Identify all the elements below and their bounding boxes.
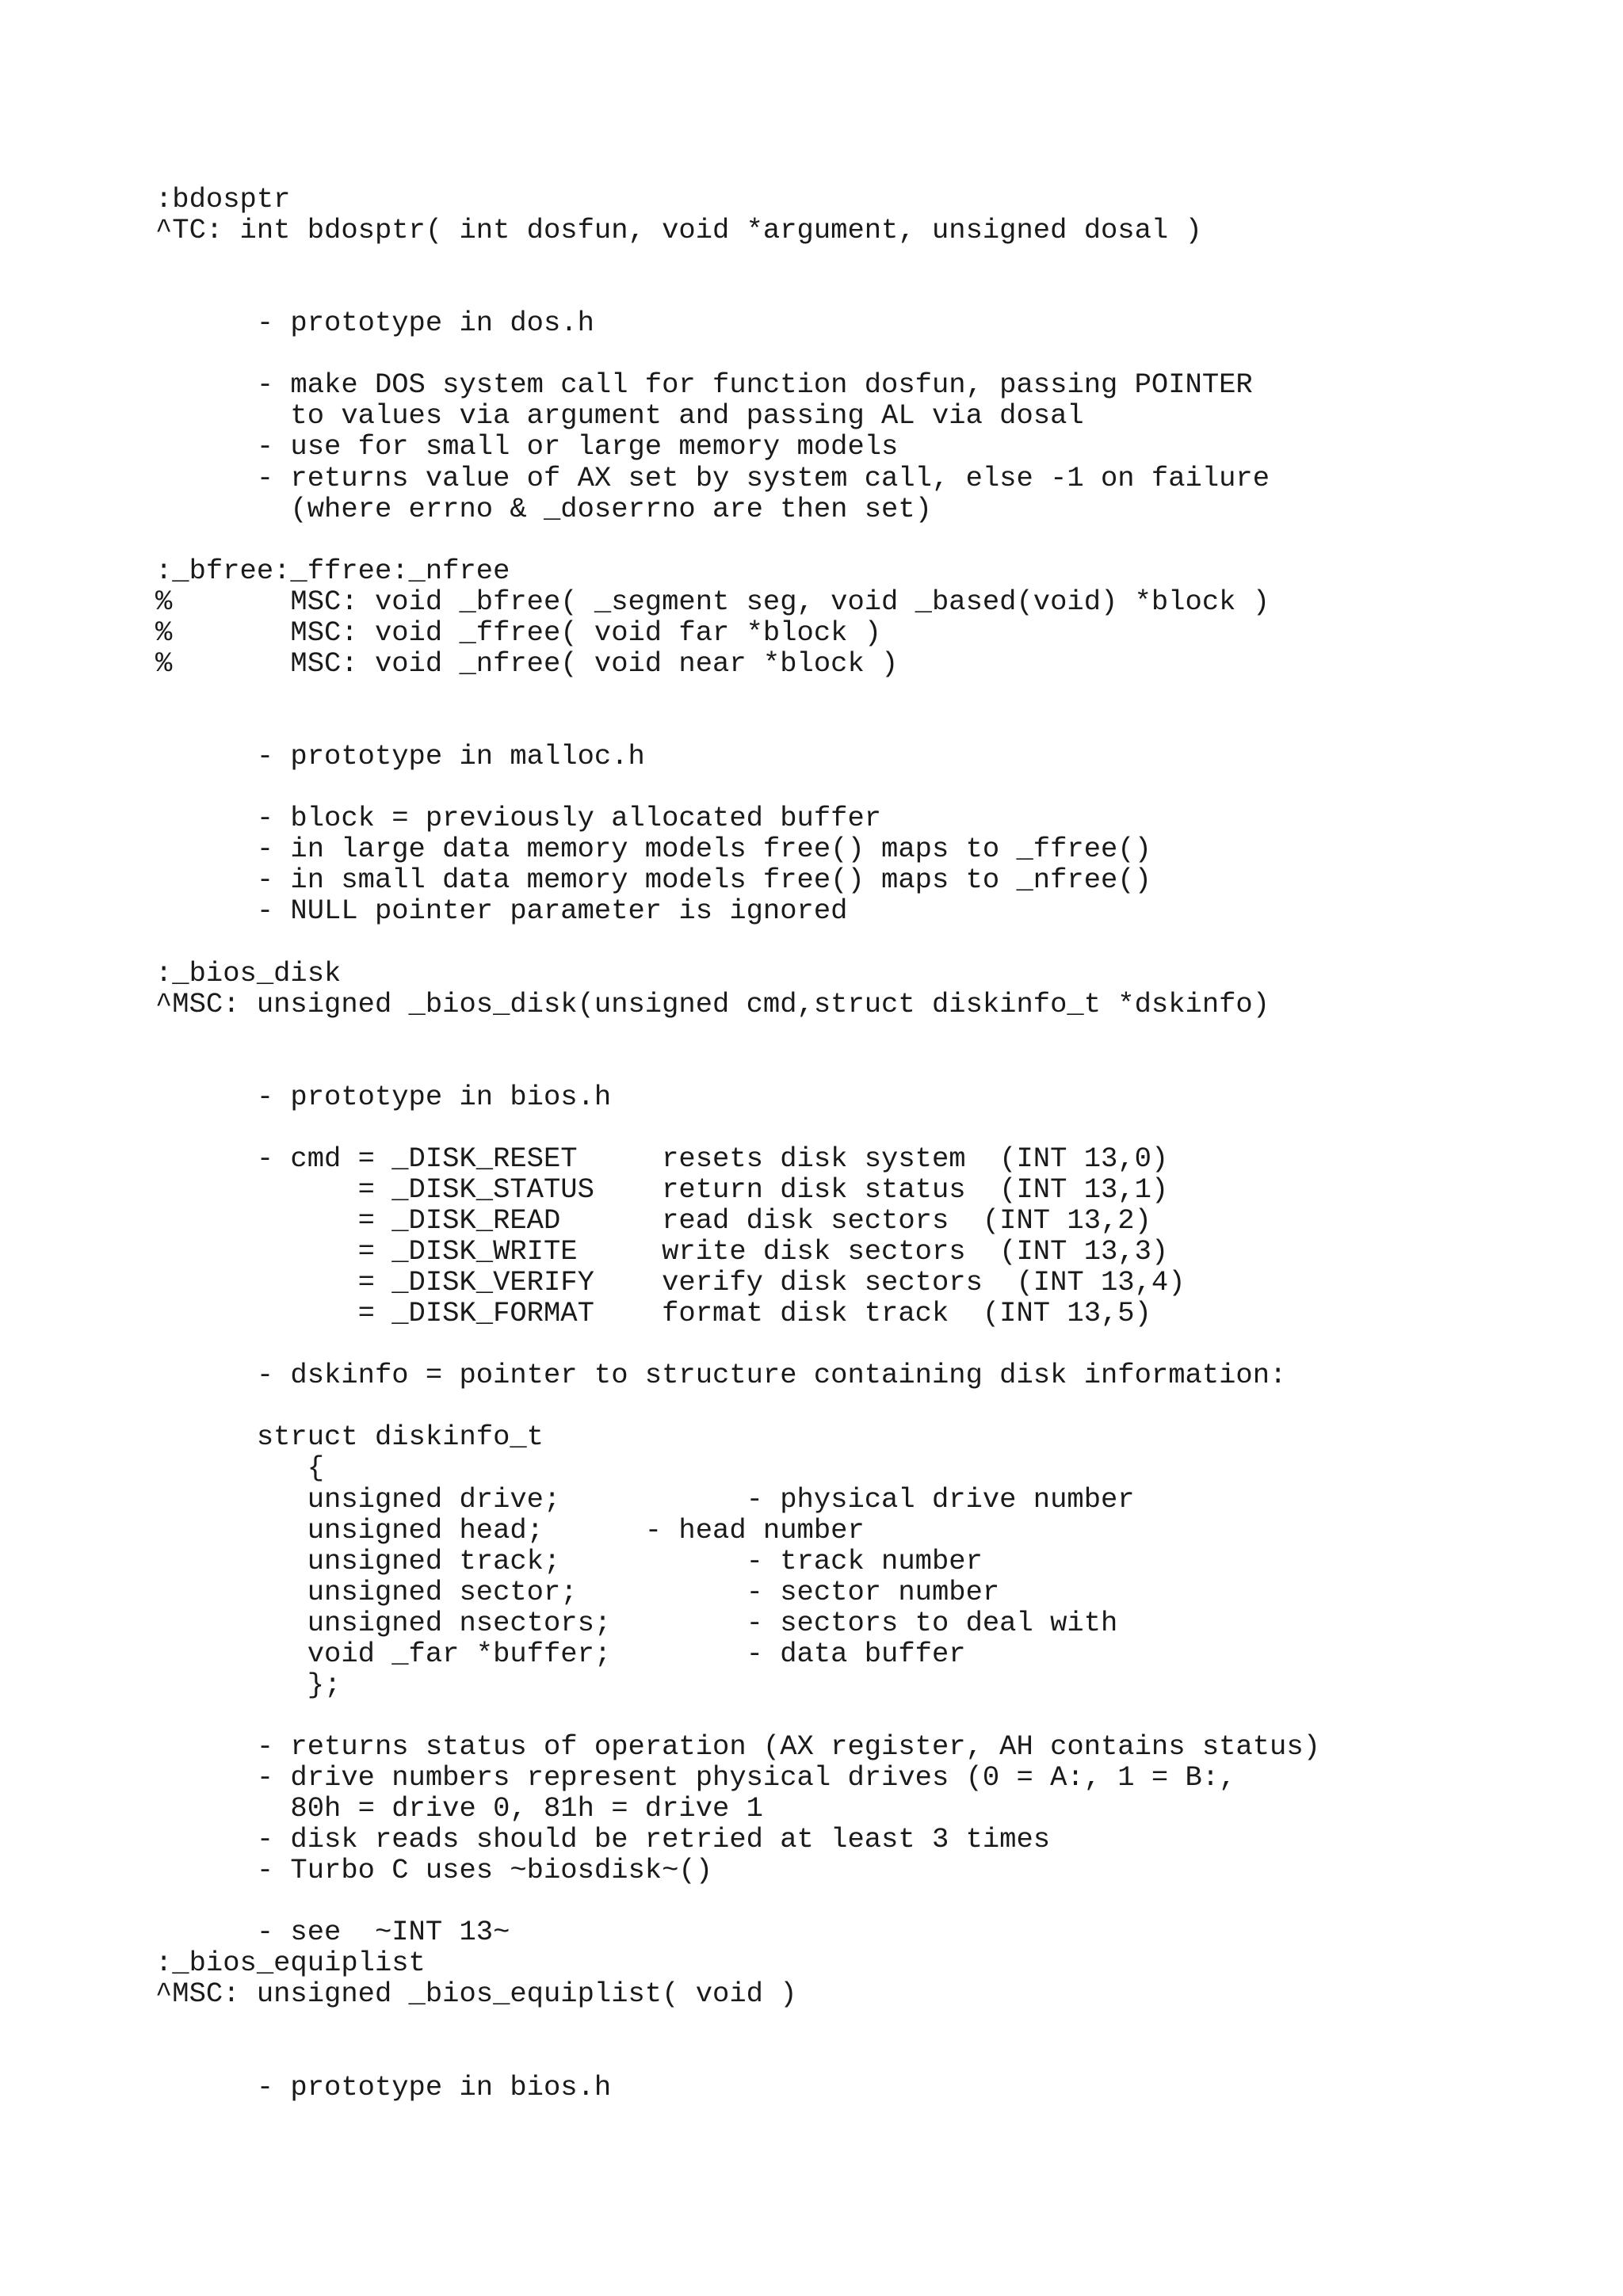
text-line: - see ~INT 13~	[155, 1916, 510, 1949]
text-line: unsigned nsectors; - sectors to deal with	[155, 1606, 1118, 1639]
text-line: struct diskinfo_t	[155, 1421, 544, 1454]
text-line: :_bios_disk	[155, 956, 342, 990]
text-line: };	[155, 1668, 342, 1701]
text-line: ^MSC: unsigned _bios_disk(unsigned cmd,struct diskinfo_t *dskinfo)	[155, 987, 1270, 1020]
text-line: unsigned drive; - physical drive number	[155, 1482, 1135, 1516]
text-line: - cmd = _DISK_RESET resets disk system (INT 13,0)	[155, 1142, 1169, 1175]
text-line: 80h = drive 0, 81h = drive 1	[155, 1792, 763, 1825]
text-line: - returns value of AX set by system call, else -1 on failure	[155, 461, 1270, 494]
text-line: - in large data memory models free() maps to _ffree()	[155, 833, 1151, 866]
text-line: % MSC: void _nfree( void near *block )	[155, 646, 899, 680]
text-line: - prototype in dos.h	[155, 307, 594, 340]
text-line: - NULL pointer parameter is ignored	[155, 894, 848, 928]
text-line: - disk reads should be retried at least 3 times	[155, 1823, 1051, 1856]
text-line: {	[155, 1451, 325, 1485]
text-line: - make DOS system call for function dosfun, passing POINTER	[155, 368, 1253, 402]
text-line: - dskinfo = pointer to structure containing disk information:	[155, 1359, 1287, 1392]
text-line: - returns status of operation (AX register, AH contains status)	[155, 1730, 1320, 1763]
text-line: unsigned head; - head number	[155, 1513, 865, 1547]
text-line: = _DISK_STATUS return disk status (INT 13,1)	[155, 1173, 1169, 1206]
text-line: unsigned sector; - sector number	[155, 1575, 1000, 1608]
text-line: = _DISK_WRITE write disk sectors (INT 13,3)	[155, 1235, 1169, 1268]
text-line: = _DISK_FORMAT format disk track (INT 13,5)	[155, 1297, 1151, 1330]
text-line: (where errno & _doserrno are then set)	[155, 492, 932, 525]
text-line: - in small data memory models free() maps to _nfree()	[155, 864, 1151, 897]
text-line: - drive numbers represent physical drives (0 = A:, 1 = B:,	[155, 1761, 1236, 1794]
text-line: - prototype in malloc.h	[155, 740, 645, 773]
text-line: :_bios_equiplist	[155, 1947, 426, 1980]
text-line: :_bfree:_ffree:_nfree	[155, 554, 510, 587]
text-line: ^MSC: unsigned _bios_equiplist( void )	[155, 1978, 797, 2011]
text-line: unsigned track; - track number	[155, 1544, 983, 1577]
text-line: - block = previously allocated buffer	[155, 802, 882, 835]
text-line: - use for small or large memory models	[155, 430, 899, 463]
text-line: = _DISK_VERIFY verify disk sectors (INT 13,4)	[155, 1266, 1186, 1299]
text-line: - prototype in bios.h	[155, 2070, 612, 2103]
text-line: % MSC: void _bfree( _segment seg, void _based(void) *block )	[155, 585, 1270, 618]
text-line: :bdosptr	[155, 183, 291, 215]
text-line: ^TC: int bdosptr( int dosfun, void *argument, unsigned dosal )	[155, 214, 1202, 247]
text-line: - Turbo C uses ~biosdisk~()	[155, 1854, 713, 1887]
text-line: to values via argument and passing AL via dosal	[155, 399, 1084, 433]
text-line: - prototype in bios.h	[155, 1080, 612, 1113]
text-line: = _DISK_READ read disk sectors (INT 13,2)	[155, 1203, 1151, 1237]
text-line: void _far *buffer; - data buffer	[155, 1637, 966, 1670]
text-line: % MSC: void _ffree( void far *block )	[155, 616, 882, 649]
